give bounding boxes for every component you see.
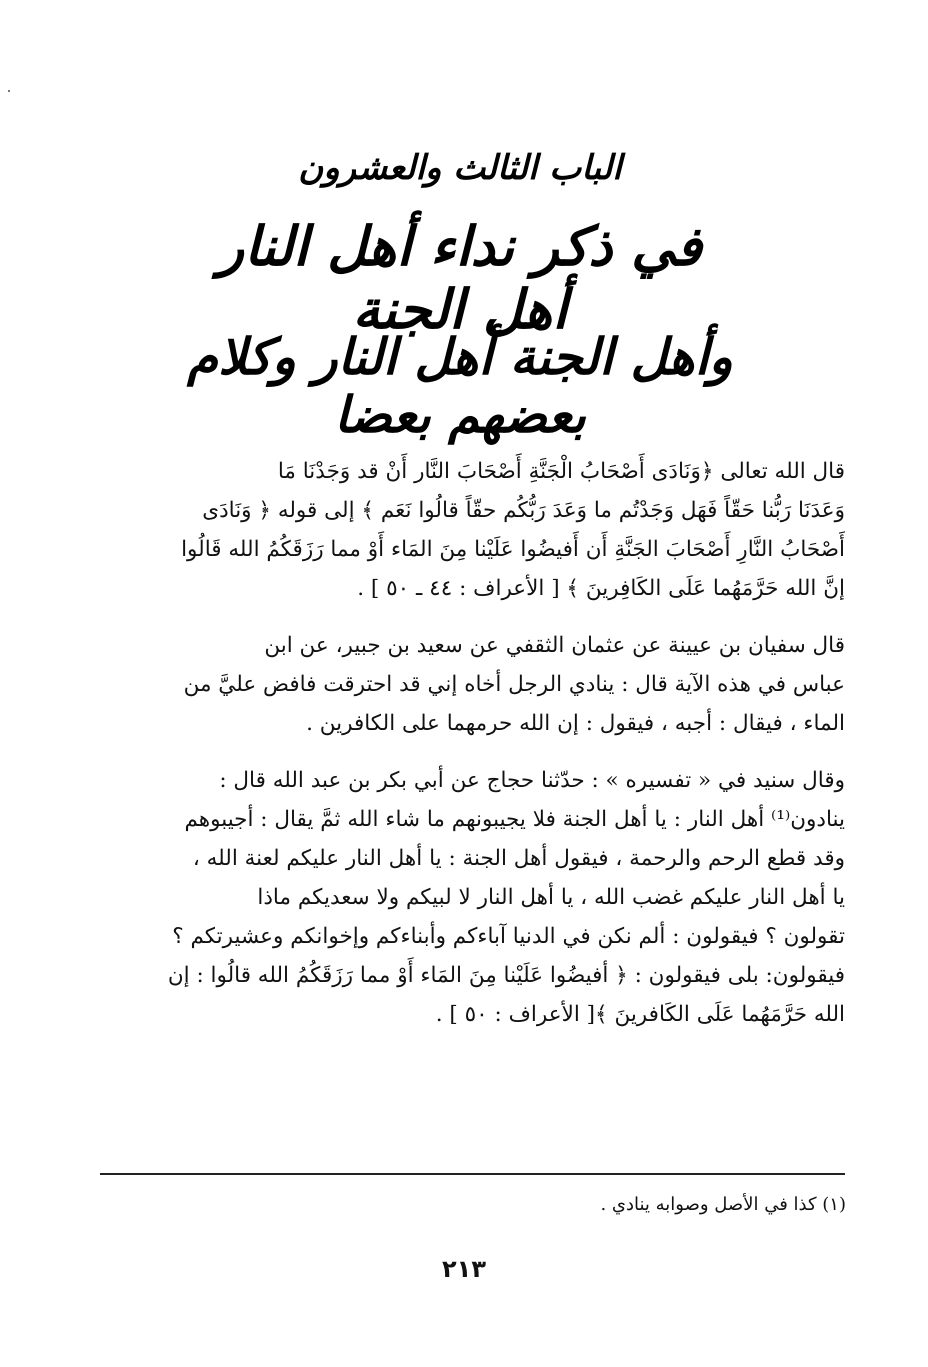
- text-line: الله حَرَّمَهُما عَلَى الكَافرينَ ﴾[ الأعراف : ٥٠ ] .: [435, 1002, 845, 1027]
- text-line: فيقولون: بلى فيقولون : ﴿ أفيضُوا عَلَيْنا مِنَ المَاء أَوْ مما رَزَقَكُمُ الله قالُوا : إن: [167, 963, 845, 988]
- text-line: أَصْحَابُ النَّارِ أَصْحَابَ الجَنَّةِ أَن أَفيضُوا عَلَيْنا مِنَ المَاء أَوْ مما رَزَقَكُمُ الله قَالُوا: [181, 537, 845, 562]
- text-line: ينادون⁽¹⁾ أهل النار : يا أهل الجنة فلا يجيبونهم ما شاء الله ثمَّ يقال : أجيبوهم: [184, 807, 845, 832]
- text-line: يا أهل النار عليكم غضب الله ، يا أهل النار لا لبيكم ولا سعديكم ماذا: [257, 885, 845, 910]
- scan-speck: [8, 90, 10, 92]
- text-line: إنَّ الله حَرَّمَهُما عَلَى الكَافِرينَ ﴾ [ الأعراف : ٤٤ ـ ٥٠ ] .: [357, 576, 845, 601]
- body-text: [100, 452, 845, 1034]
- chapter-number: الباب الثالث والعشرون: [298, 148, 622, 188]
- paragraph-quran-verse: [100, 452, 845, 608]
- text-line: وقال سنيد في « تفسيره » : حدّثنا حجاج عن أبي بكر بن عبد الله قال :: [219, 768, 845, 793]
- paragraph-sufyan: [100, 626, 845, 743]
- paragraph-sunayd: [100, 761, 845, 1034]
- text-line: وقد قطع الرحم والرحمة ، فيقول أهل الجنة : يا أهل النار عليكم لعنة الله ،: [192, 846, 845, 871]
- text-line: قال سفيان بن عيينة عن عثمان الثقفي عن سعيد بن جبير، عن ابن: [264, 633, 845, 658]
- text-line: الماء ، فيقال : أجبه ، فيقول : إن الله حرمهما على الكافرين .: [306, 711, 845, 736]
- page-number: ٢١٣: [442, 1255, 486, 1283]
- footnote-divider: [100, 1173, 845, 1175]
- chapter-title-line-2: وأهل الجنة أهل النار وكلام بعضهم بعضا: [187, 328, 733, 444]
- text-line: وَعَدَنَا رَبُّنا حَقّاً فَهَل وَجَدْتُم ما وَعَدَ رَبُّكُم حقّاً قالُوا نَعَم ﴾ إلى قوله ﴿ وَنَادَى: [202, 498, 845, 523]
- chapter-title-line-1: في ذكر نداء أهل النار أهل الجنة: [218, 215, 702, 341]
- text-line: تقولون ؟ فيقولون : ألم نكن في الدنيا آباءكم وأبناءكم وإخوانكم وعشيرتكم ؟: [172, 924, 845, 949]
- text-line: قال الله تعالى ﴿وَنَادَى أَصْحَابُ الْجَنَّةِ أَصْحَابَ النَّار أَنْ قد وَجَدْنَا مَا: [277, 459, 845, 484]
- text-line: عباس في هذه الآية قال : ينادي الرجل أخاه إني قد احترقت فافض عليَّ من: [183, 672, 845, 697]
- footnote: (١) كذا في الأصل وصوابه ينادي .: [600, 1194, 846, 1215]
